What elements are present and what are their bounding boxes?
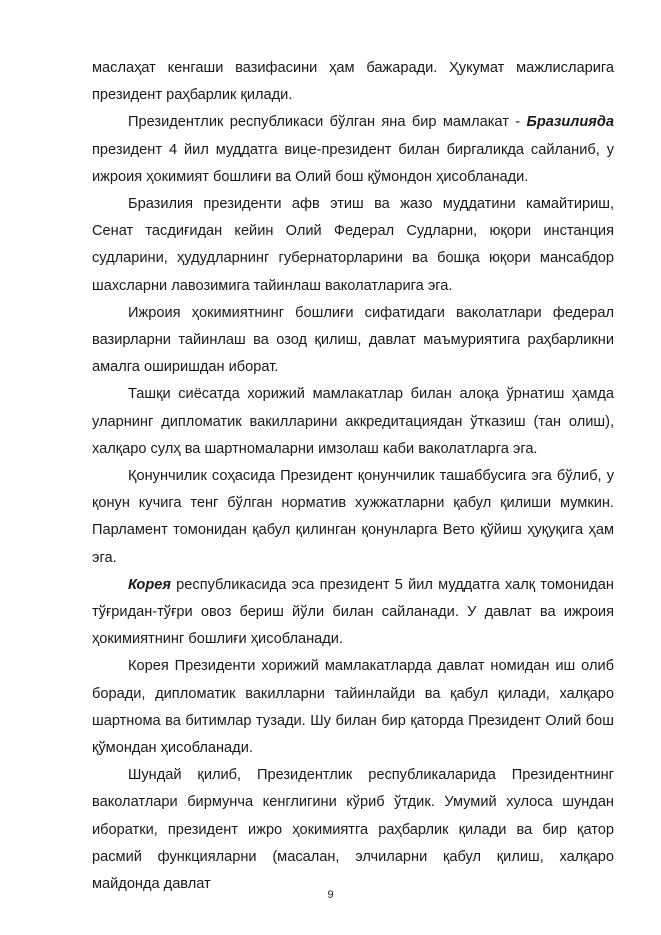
paragraph-2-text: президент 4 йил муддатга вице-президент билан биргаликда сайланиб, у ижроия ҳокимият бошлиғи ва Олий бош қўмондон ҳисобланади. (92, 141, 614, 185)
paragraph-9 (92, 762, 614, 898)
paragraph-7-text: республикасида эса президент 5 йил муддатга халқ томонидан тўғридан-тўғри овоз бериш йўли билан сайланади. У давлат ва ижроия ҳокимиятнинг бошлиғи ҳисобланади. (92, 576, 614, 648)
document-body (92, 55, 614, 898)
paragraph-1 (92, 55, 614, 109)
paragraph-5-text: Ташқи сиёсатда хорижий мамлакатлар билан алоқа ўрнатиш ҳамда уларнинг дипломатик вакилларини аккредитациядан ўтказиш (тан олиш), халқаро сулҳ ва шартномаларни имзолаш каби ваколатларга эга. (92, 386, 614, 457)
paragraph-4 (92, 300, 614, 382)
paragraph-6-text: Қонунчилик соҳасида Президент қонунчилик ташаббусига эга бўлиб, у қонун кучига тенг бўлган норматив хужжатларни қабул қилиши мумкин. Парламент томонидан қабул қилинган қонунларга Вето қўйиш ҳуқуқига ҳам эга. (92, 468, 614, 566)
paragraph-3-text: Бразилия президенти афв этиш ва жазо муддатини камайтириш, Сенат тасдиғидан кейин Олий Федерал Судларни, юқори инстанция судларини, ҳудудларнинг губернаторларини ва бошқа юқори мансабдор шахсларни лавозимига тайинлаш ваколатларига эга. (92, 196, 614, 294)
paragraph-7 (92, 572, 614, 654)
paragraph-4-text: Ижроия ҳокимиятнинг бошлиғи сифатидаги ваколатлари федерал вазирларни тайинлаш ва озод қилиш, давлат маъмуриятига раҳбарликни амалга оширишдан иборат. (92, 304, 614, 376)
page-number: 9 (327, 889, 334, 901)
paragraph-9-text: Шундай қилиб, Президентлик республикаларида Президентнинг ваколатлари бирмунча кенглигини кўриб ўтдик. Умумий хулоса шундан иборатки, президент ижро ҳокимиятга раҳбарлик қилади ва бир қатор расмий функцияларни (масалан, элчиларни қабул қилиш, халқаро майдонда давлат (92, 767, 614, 893)
paragraph-2-lead: Президентлик республикаси бўлган яна бир мамлакат - (128, 114, 527, 131)
paragraph-8 (92, 653, 614, 762)
paragraph-2-emphasis: Бразилияда (526, 114, 614, 131)
paragraph-3 (92, 191, 614, 300)
paragraph-6 (92, 463, 614, 572)
paragraph-1-text: маслаҳат кенгаши вазифасини ҳам бажаради. Ҳукумат мажлисларига президент раҳбарлик қилади. (92, 60, 614, 104)
paragraph-5 (92, 381, 614, 463)
paragraph-8-text: Корея Президенти хорижий мамлакатларда давлат номидан иш олиб боради, дипломатик вакилларни тайинлайди ва қабул қилади, халқаро шартнома ва битимлар тузади. Шу билан бир қаторда Президент Олий бош қўмондан ҳисобланади. (92, 658, 614, 757)
paragraph-2 (92, 109, 614, 191)
paragraph-7-emphasis: Корея (128, 576, 171, 593)
